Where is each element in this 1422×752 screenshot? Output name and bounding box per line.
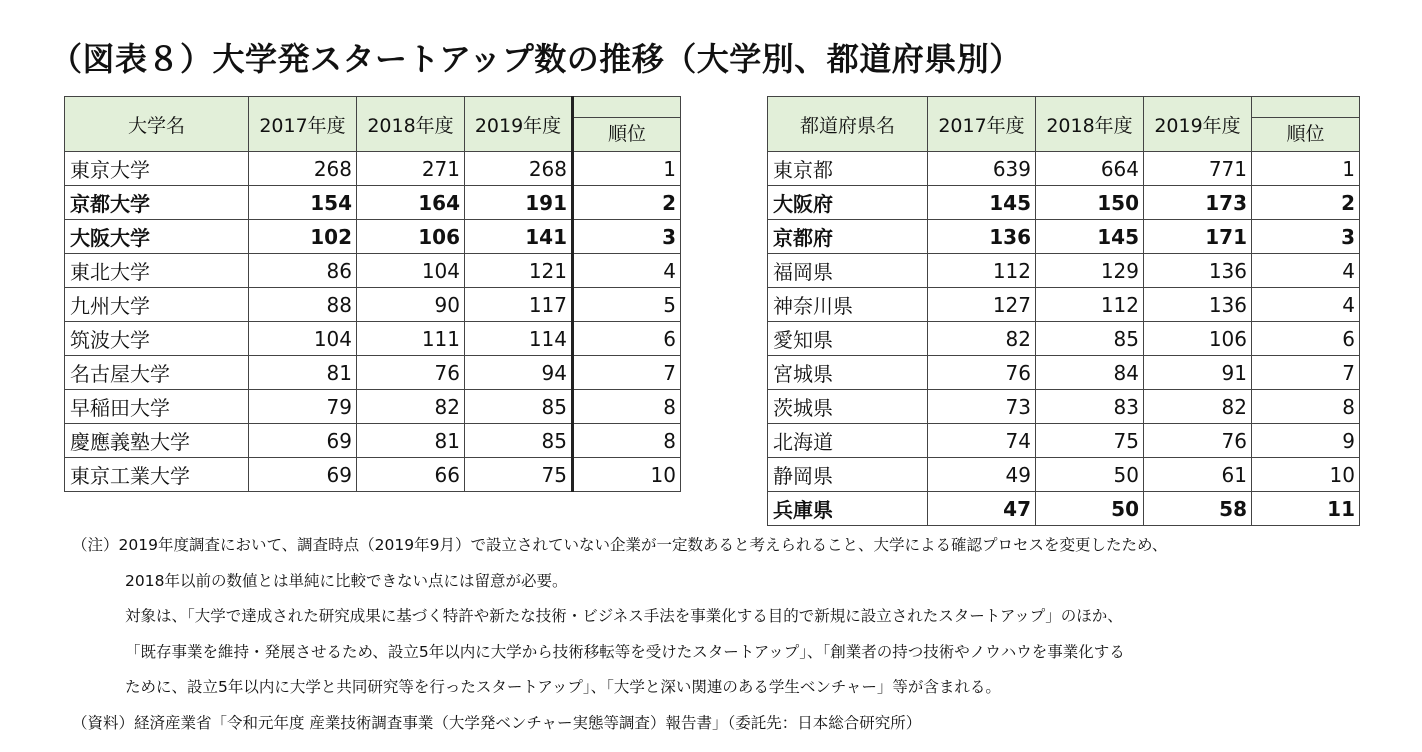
value-2019-cell: 75 (465, 458, 573, 492)
value-2018-cell: 83 (1036, 390, 1144, 424)
name-cell: 東京都 (768, 152, 928, 186)
table-row (65, 458, 681, 492)
rank-cell: 6 (573, 322, 681, 356)
value-2019-cell: 136 (1144, 254, 1252, 288)
university-table (64, 96, 681, 492)
page-title: （図表８）大学発スタートアップ数の推移（大学別、都道府県別） (50, 40, 1022, 78)
footnotes (72, 528, 1167, 741)
header-cell-2018: 2018年度 (357, 97, 465, 152)
value-2019-cell: 82 (1144, 390, 1252, 424)
value-2019-cell: 191 (465, 186, 573, 220)
value-2019-cell: 136 (1144, 288, 1252, 322)
value-2018-cell: 66 (357, 458, 465, 492)
note-line: 「既存事業を維持・発展させるため、設立5年以内に大学から技術移転等を受けたスタートアップ」、「創業者の持つ技術やノウハウを事業化する (125, 642, 1125, 661)
table-row (65, 390, 681, 424)
value-2017-cell: 82 (928, 322, 1036, 356)
rank-cell: 11 (1252, 492, 1360, 526)
name-cell: 宮城県 (768, 356, 928, 390)
table-row (768, 390, 1360, 424)
table-row (768, 322, 1360, 356)
table-header-row (65, 97, 681, 152)
prefecture-table (767, 96, 1360, 526)
value-2017-cell: 88 (249, 288, 357, 322)
name-cell: 早稲田大学 (65, 390, 249, 424)
value-2019-cell: 106 (1144, 322, 1252, 356)
value-2017-cell: 136 (928, 220, 1036, 254)
value-2019-cell: 117 (465, 288, 573, 322)
value-2017-cell: 69 (249, 424, 357, 458)
value-2019-cell: 91 (1144, 356, 1252, 390)
rank-cell: 2 (1252, 186, 1360, 220)
rank-cell: 4 (1252, 288, 1360, 322)
name-cell: 神奈川県 (768, 288, 928, 322)
value-2018-cell: 104 (357, 254, 465, 288)
value-2017-cell: 639 (928, 152, 1036, 186)
rank-cell: 10 (573, 458, 681, 492)
rank-cell: 2 (573, 186, 681, 220)
name-cell: 九州大学 (65, 288, 249, 322)
value-2018-cell: 50 (1036, 492, 1144, 526)
header-cell-2019: 2019年度 (1144, 97, 1252, 152)
value-2018-cell: 84 (1036, 356, 1144, 390)
table-row (768, 254, 1360, 288)
rank-cell: 3 (573, 220, 681, 254)
name-cell: 大阪府 (768, 186, 928, 220)
value-2017-cell: 76 (928, 356, 1036, 390)
name-cell: 茨城県 (768, 390, 928, 424)
value-2018-cell: 81 (357, 424, 465, 458)
rank-cell: 5 (573, 288, 681, 322)
value-2018-cell: 90 (357, 288, 465, 322)
name-cell: 東北大学 (65, 254, 249, 288)
name-cell: 慶應義塾大学 (65, 424, 249, 458)
note-line: （注）2019年度調査において、調査時点（2019年9月）で設立されていない企業が一定数あると考えられること、大学による確認プロセスを変更したため、 (72, 536, 1168, 554)
value-2018-cell: 111 (357, 322, 465, 356)
rank-cell: 1 (573, 152, 681, 186)
table-row (768, 288, 1360, 322)
name-cell: 東京工業大学 (65, 458, 249, 492)
table-row (65, 152, 681, 186)
table-row (768, 186, 1360, 220)
value-2019-cell: 85 (465, 424, 573, 458)
table-header-row (768, 97, 1360, 152)
rank-cell: 3 (1252, 220, 1360, 254)
value-2017-cell: 104 (249, 322, 357, 356)
value-2018-cell: 106 (357, 220, 465, 254)
table-row (768, 152, 1360, 186)
table-row (65, 186, 681, 220)
rank-cell: 8 (573, 424, 681, 458)
table-row (65, 254, 681, 288)
name-cell: 京都府 (768, 220, 928, 254)
value-2017-cell: 127 (928, 288, 1036, 322)
value-2019-cell: 771 (1144, 152, 1252, 186)
rank-cell: 4 (573, 254, 681, 288)
rank-header-label: 順位 (1252, 117, 1359, 151)
value-2019-cell: 58 (1144, 492, 1252, 526)
source-line: （資料）経済産業省「令和元年度 産業技術調査事業（大学発ベンチャー実態等調査）報告書」（委託先：日本総合研究所） (72, 713, 922, 732)
value-2017-cell: 47 (928, 492, 1036, 526)
header-cell-rank (573, 97, 681, 152)
table-row (65, 424, 681, 458)
value-2019-cell: 85 (465, 390, 573, 424)
name-cell: 兵庫県 (768, 492, 928, 526)
value-2019-cell: 141 (465, 220, 573, 254)
value-2018-cell: 271 (357, 152, 465, 186)
table-row (768, 492, 1360, 526)
value-2017-cell: 86 (249, 254, 357, 288)
value-2018-cell: 150 (1036, 186, 1144, 220)
value-2017-cell: 73 (928, 390, 1036, 424)
name-cell: 大阪大学 (65, 220, 249, 254)
header-cell-2018: 2018年度 (1036, 97, 1144, 152)
rank-cell: 4 (1252, 254, 1360, 288)
table-row (65, 288, 681, 322)
note-line: 対象は、「大学で達成された研究成果に基づく特許や新たな技術・ビジネス手法を事業化する目的で新規に設立されたスタートアップ」のほか、 (125, 607, 1123, 625)
value-2018-cell: 664 (1036, 152, 1144, 186)
rank-cell: 9 (1252, 424, 1360, 458)
value-2017-cell: 112 (928, 254, 1036, 288)
rank-cell: 10 (1252, 458, 1360, 492)
value-2018-cell: 129 (1036, 254, 1144, 288)
rank-cell: 7 (1252, 356, 1360, 390)
value-2017-cell: 145 (928, 186, 1036, 220)
value-2017-cell: 79 (249, 390, 357, 424)
value-2018-cell: 164 (357, 186, 465, 220)
table-row (65, 322, 681, 356)
value-2019-cell: 173 (1144, 186, 1252, 220)
name-cell: 京都大学 (65, 186, 249, 220)
table-row (768, 458, 1360, 492)
rank-cell: 7 (573, 356, 681, 390)
table-row (768, 220, 1360, 254)
table-row (768, 424, 1360, 458)
value-2017-cell: 102 (249, 220, 357, 254)
value-2019-cell: 268 (465, 152, 573, 186)
name-cell: 名古屋大学 (65, 356, 249, 390)
name-cell: 静岡県 (768, 458, 928, 492)
name-cell: 愛知県 (768, 322, 928, 356)
value-2018-cell: 82 (357, 390, 465, 424)
value-2017-cell: 69 (249, 458, 357, 492)
value-2017-cell: 74 (928, 424, 1036, 458)
rank-cell: 8 (1252, 390, 1360, 424)
value-2017-cell: 154 (249, 186, 357, 220)
name-cell: 福岡県 (768, 254, 928, 288)
table-row (768, 356, 1360, 390)
table-row (65, 356, 681, 390)
rank-cell: 6 (1252, 322, 1360, 356)
rank-header-label: 順位 (574, 117, 680, 151)
header-cell-rank (1252, 97, 1360, 152)
rank-cell: 1 (1252, 152, 1360, 186)
value-2018-cell: 112 (1036, 288, 1144, 322)
value-2017-cell: 81 (249, 356, 357, 390)
note-line: ために、設立5年以内に大学と共同研究等を行ったスタートアップ」、「大学と深い関連のある学生ベンチャー」等が含まれる。 (125, 678, 1001, 696)
header-cell-2019: 2019年度 (465, 97, 573, 152)
header-cell-2017: 2017年度 (249, 97, 357, 152)
name-cell: 北海道 (768, 424, 928, 458)
value-2018-cell: 145 (1036, 220, 1144, 254)
name-cell: 筑波大学 (65, 322, 249, 356)
value-2017-cell: 268 (249, 152, 357, 186)
value-2019-cell: 61 (1144, 458, 1252, 492)
name-cell: 東京大学 (65, 152, 249, 186)
value-2018-cell: 85 (1036, 322, 1144, 356)
header-cell-2017: 2017年度 (928, 97, 1036, 152)
value-2019-cell: 171 (1144, 220, 1252, 254)
value-2017-cell: 49 (928, 458, 1036, 492)
value-2019-cell: 114 (465, 322, 573, 356)
value-2018-cell: 76 (357, 356, 465, 390)
note-line: 2018年以前の数値とは単純に比較できない点には留意が必要。 (125, 571, 568, 590)
value-2018-cell: 50 (1036, 458, 1144, 492)
table-row (65, 220, 681, 254)
rank-cell: 8 (573, 390, 681, 424)
value-2019-cell: 94 (465, 356, 573, 390)
header-cell-name: 大学名 (65, 97, 249, 152)
value-2019-cell: 121 (465, 254, 573, 288)
value-2018-cell: 75 (1036, 424, 1144, 458)
header-cell-name: 都道府県名 (768, 97, 928, 152)
value-2019-cell: 76 (1144, 424, 1252, 458)
